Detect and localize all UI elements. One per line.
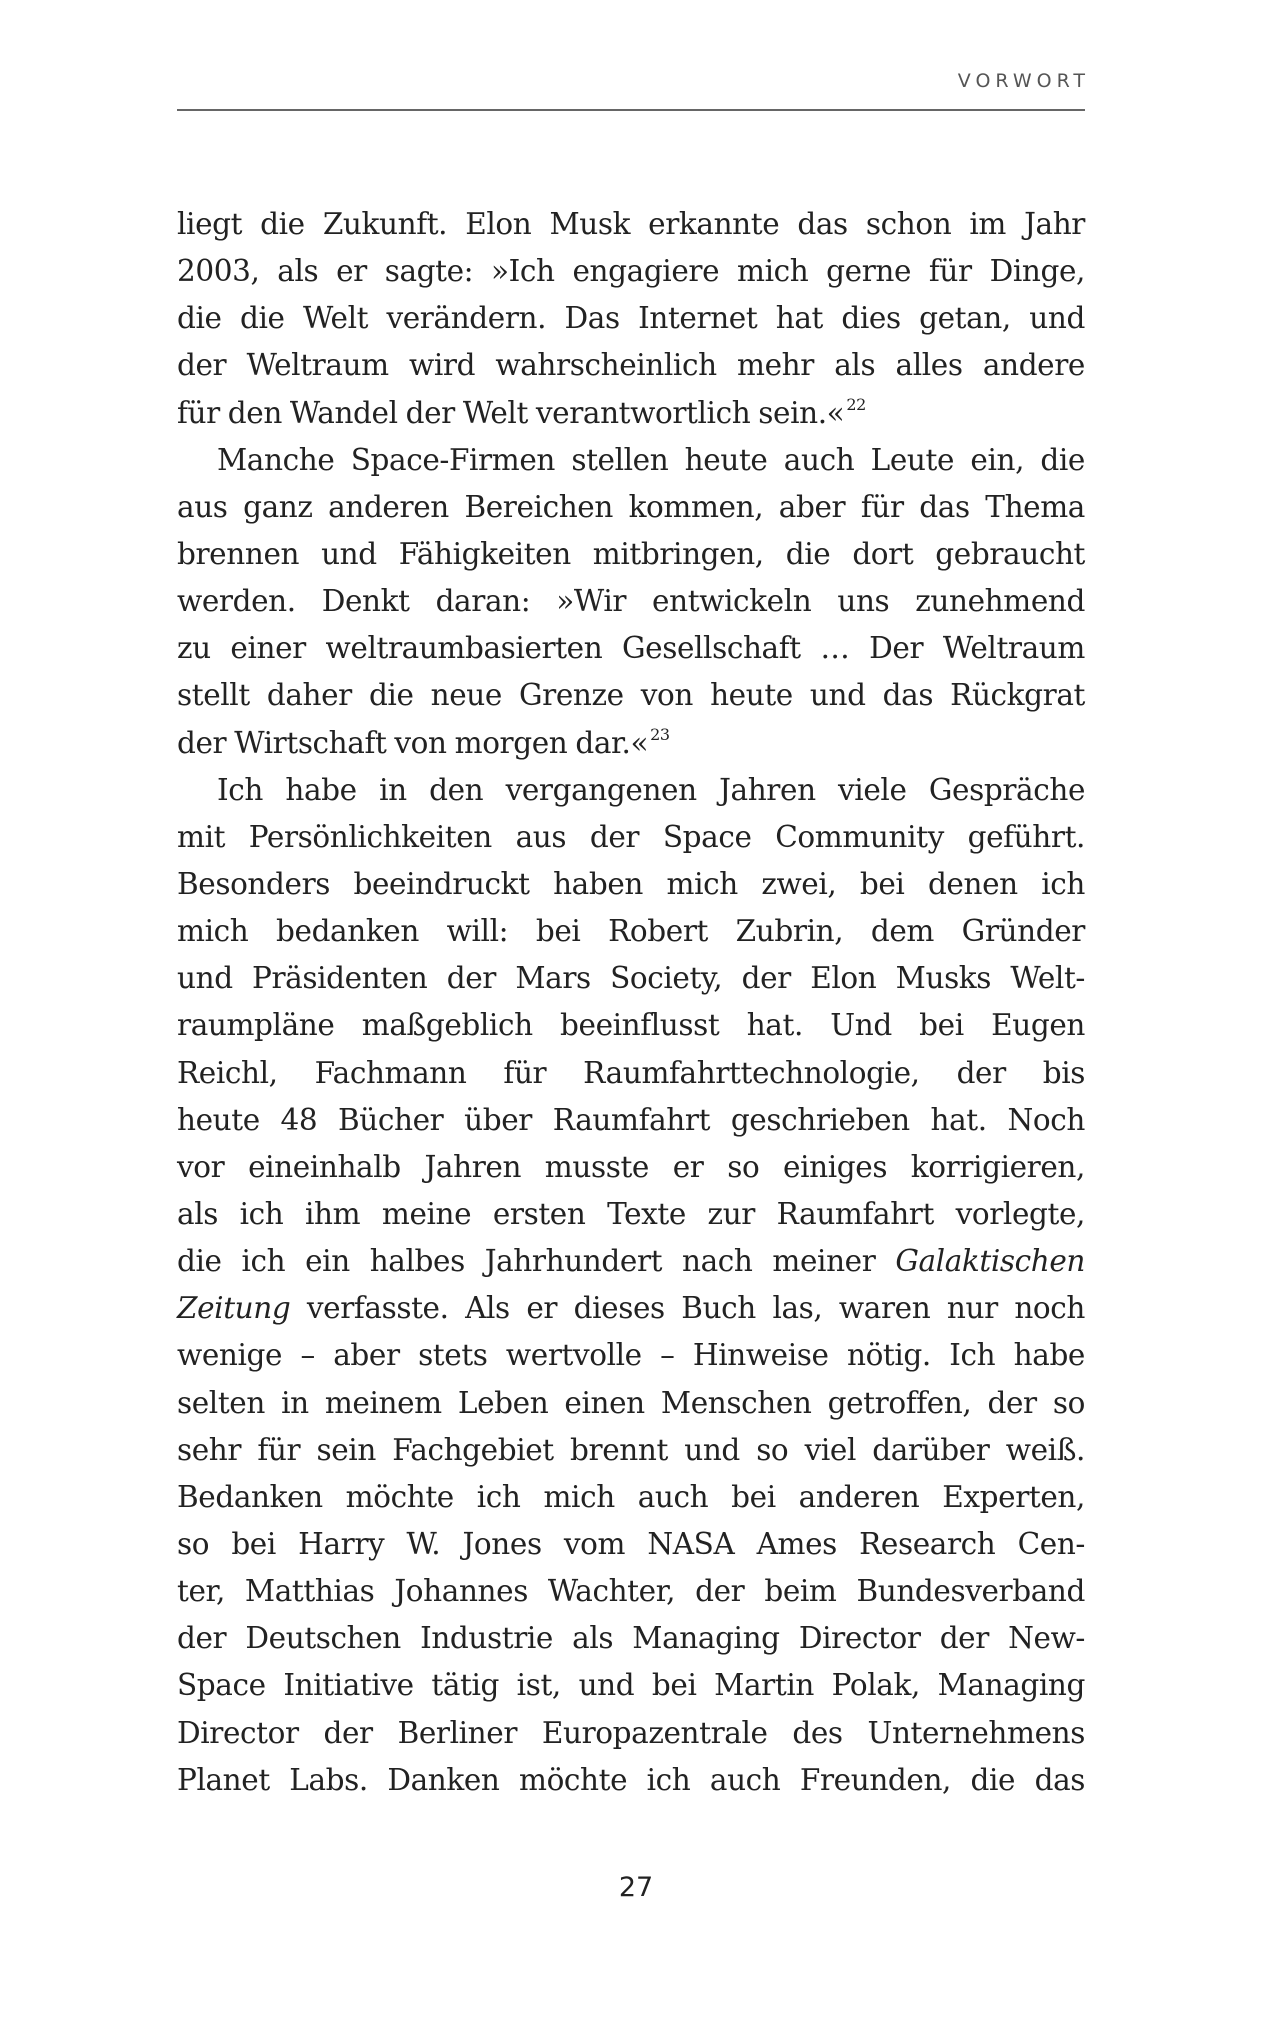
- italic-title: Galaktischen: [895, 1244, 1085, 1279]
- text-line: [177, 908, 1085, 955]
- line-text: für den Wandel der Welt verantwortlich sein.«: [177, 395, 845, 430]
- text-line: [177, 248, 1085, 295]
- page-number: 27: [618, 1872, 654, 1903]
- text-line: [177, 1474, 1085, 1521]
- text-line: [177, 484, 1085, 531]
- text-line: [177, 814, 1085, 861]
- header-rule: [177, 109, 1085, 111]
- text-line: [177, 1521, 1085, 1568]
- text-line: [177, 720, 1085, 767]
- line-text: Planet Labs. Danken möchte ich auch Freunden, die das: [177, 1762, 1085, 1797]
- text-line: [177, 578, 1085, 625]
- line-text: zu einer weltraumbasierten Gesellschaft … Der Weltraum: [177, 631, 1085, 666]
- text-line: [177, 1427, 1085, 1474]
- line-text: werden. Denkt daran: »Wir entwickeln uns zunehmend: [177, 584, 1085, 619]
- line-text: Manche Space-Firmen stellen heute auch Leute ein, die: [217, 442, 1085, 477]
- line-text: verfasste. Als er dieses Buch las, waren nur noch: [290, 1291, 1085, 1326]
- line-text: brennen und Fähigkeiten mitbringen, die dort gebraucht: [177, 536, 1085, 571]
- text-line: [177, 1050, 1085, 1097]
- text-line: [177, 1332, 1085, 1379]
- text-line: [177, 767, 1085, 814]
- text-line: [177, 625, 1085, 672]
- text-line: [177, 861, 1085, 908]
- footnote-ref[interactable]: 22: [846, 394, 866, 414]
- line-text: Reichl, Fachmann für Raumfahrttechnologie, der bis: [177, 1055, 1085, 1090]
- line-text: Bedanken möchte ich mich auch bei anderen Experten,: [177, 1479, 1085, 1514]
- text-line: [177, 531, 1085, 578]
- text-line: [177, 1615, 1085, 1662]
- text-line: [177, 1662, 1085, 1709]
- text-line: [177, 1238, 1085, 1285]
- line-text: vor eineinhalb Jahren musste er so einiges korrigieren,: [177, 1149, 1085, 1184]
- line-text: die ich ein halbes Jahrhundert nach meiner: [177, 1244, 896, 1279]
- text-line: [177, 955, 1085, 1002]
- line-text: ter, Matthias Johannes Wachter, der beim Bundesverband: [177, 1574, 1085, 1609]
- body-text: [177, 201, 1085, 1804]
- line-text: heute 48 Bücher über Raumfahrt geschrieben hat. Noch: [177, 1102, 1085, 1137]
- line-text: Besonders beeindruckt haben mich zwei, bei denen ich: [177, 866, 1085, 901]
- text-line: [177, 672, 1085, 719]
- line-text: der Wirtschaft von morgen dar.«: [177, 725, 649, 760]
- text-line: [177, 1285, 1085, 1332]
- line-text: aus ganz anderen Bereichen kommen, aber für das Thema: [177, 489, 1085, 524]
- text-line: [177, 1380, 1085, 1427]
- text-line: [177, 1144, 1085, 1191]
- line-text: Space Initiative tätig ist, und bei Martin Polak, Managing: [177, 1668, 1085, 1703]
- text-line: [177, 1757, 1085, 1804]
- text-line: [177, 1191, 1085, 1238]
- line-text: der Deutschen Industrie als Managing Director der New-: [177, 1621, 1085, 1656]
- text-line: [177, 1568, 1085, 1615]
- text-line: [177, 1710, 1085, 1757]
- line-text: mit Persönlichkeiten aus der Space Community geführt.: [177, 819, 1085, 854]
- line-text: der Weltraum wird wahrscheinlich mehr als alles andere: [177, 348, 1085, 383]
- text-line: [177, 342, 1085, 389]
- footnote-ref[interactable]: 23: [650, 724, 670, 744]
- line-text: liegt die Zukunft. Elon Musk erkannte das schon im Jahr: [177, 207, 1085, 241]
- text-line: [177, 1002, 1085, 1049]
- line-text: Director der Berliner Europazentrale des Unternehmens: [177, 1715, 1085, 1750]
- text-line: [177, 437, 1085, 484]
- text-line: [177, 390, 1085, 437]
- line-text: raumpläne maßgeblich beeinflusst hat. Und bei Eugen: [177, 1008, 1085, 1043]
- line-text: wenige – aber stets wertvolle – Hinweise nötig. Ich habe: [177, 1338, 1085, 1373]
- text-line: [177, 295, 1085, 342]
- line-text: als ich ihm meine ersten Texte zur Raumfahrt vorlegte,: [177, 1196, 1085, 1231]
- line-text: sehr für sein Fachgebiet brennt und so viel darüber weiß.: [177, 1432, 1085, 1467]
- italic-title: Zeitung: [177, 1291, 291, 1326]
- line-text: 2003, als er sagte: »Ich engagiere mich gerne für Dinge,: [177, 254, 1085, 289]
- line-text: die die Welt verändern. Das Internet hat dies getan, und: [177, 301, 1085, 336]
- line-text: mich bedanken will: bei Robert Zubrin, dem Gründer: [177, 914, 1085, 949]
- line-text: stellt daher die neue Grenze von heute und das Rückgrat: [177, 678, 1085, 713]
- text-line: [177, 201, 1085, 248]
- line-text: selten in meinem Leben einen Menschen getroffen, der so: [177, 1385, 1085, 1420]
- line-text: so bei Harry W. Jones vom NASA Ames Research Cen-: [177, 1526, 1085, 1561]
- line-text: Ich habe in den vergangenen Jahren viele Gespräche: [217, 772, 1085, 807]
- text-line: [177, 1097, 1085, 1144]
- running-head: VORWORT: [957, 70, 1090, 92]
- line-text: und Präsidenten der Mars Society, der Elon Musks Welt-: [177, 961, 1085, 996]
